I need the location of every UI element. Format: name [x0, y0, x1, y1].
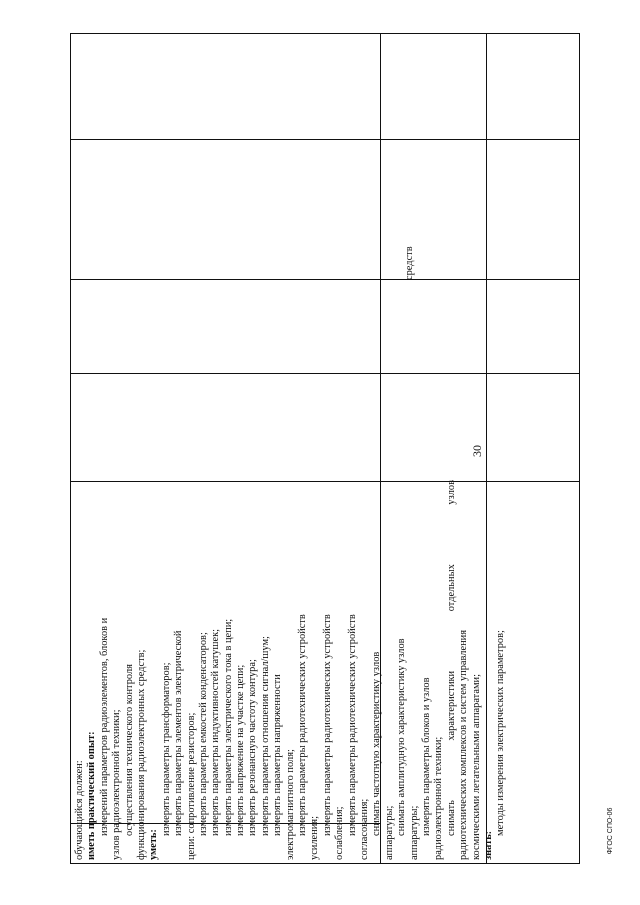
- text-line: функционирования радиоэлектронных средств;: [135, 649, 147, 860]
- text-line: осуществления технического контроля: [123, 664, 135, 836]
- text-line: уметь:: [148, 829, 160, 860]
- text-line: измерять параметры электрического тока в цепи;: [222, 618, 234, 836]
- table-border-bottom: [70, 863, 580, 864]
- text-line: аппаратуры;: [408, 805, 420, 860]
- text-line: ослабления;: [334, 806, 346, 860]
- text-word: узлов: [445, 480, 457, 505]
- text-line: методы измерения электрических параметров;: [495, 630, 507, 836]
- document-footer-code: ФГОС СПО-06: [607, 807, 614, 855]
- text-line: снимать частотную характеристику узлов: [371, 651, 383, 836]
- text-line: усиления;: [309, 816, 321, 860]
- text-line: измерять параметры трансформаторов;: [160, 662, 172, 836]
- text-line: цепи: сопротивление резисторов;: [185, 712, 197, 860]
- text-line: аппаратуры;: [383, 805, 395, 860]
- text-line: измерять параметры блоков и узлов: [420, 677, 432, 836]
- requirements-text-block: [74, 480, 588, 860]
- table-row-divider: [70, 373, 580, 374]
- text-line: обучающийся должен:: [74, 760, 85, 860]
- text-line: измерять параметры элементов электрической: [173, 630, 185, 836]
- text-line: измерять резонансную частоту контура;: [247, 659, 259, 836]
- text-line: снимать амплитудную характеристику узлов: [396, 638, 408, 836]
- table-border-top: [70, 33, 580, 34]
- text-word: характеристики: [445, 670, 457, 741]
- text-line: измерять параметры радиотехнических устройств: [321, 614, 333, 836]
- text-line: измерять параметры емкостей конденсаторов;: [197, 632, 209, 836]
- text-line: радиотехнических комплексов и систем управления: [458, 629, 470, 860]
- text-line: знать:: [482, 830, 494, 860]
- table-row-divider: [70, 279, 580, 280]
- table-row-divider: [70, 139, 580, 140]
- text-line: измерять напряжение на участке цепи;: [235, 664, 247, 836]
- text-line: космическими летательными аппаратами;: [470, 674, 482, 860]
- text-line: иметь практический опыт:: [86, 731, 98, 860]
- table-border-left: [70, 33, 71, 864]
- table-cell-text: средств: [404, 246, 415, 280]
- text-word: отдельных: [445, 564, 457, 612]
- text-line: измерять параметры напряженности: [272, 674, 284, 836]
- text-line: [446, 480, 458, 860]
- text-word: снимать: [445, 800, 457, 836]
- text-line: узлов радиоэлектронной техники;: [111, 709, 123, 860]
- text-line: измерять параметры радиотехнических устройств: [346, 614, 358, 836]
- text-line: электромагнитного поля;: [284, 749, 296, 860]
- text-line: измерять параметры радиотехнических устройств: [297, 614, 309, 836]
- page-number: 30: [470, 445, 484, 457]
- text-line: измерять параметры индуктивностей катушек;: [210, 628, 222, 836]
- text-line: измерений параметров радиоэлементов, блоков и: [98, 617, 110, 836]
- text-line: измерять параметры отношения сигнал/шум;: [259, 636, 271, 836]
- text-line: согласования;: [358, 798, 370, 860]
- text-line: радиоэлектронной техники;: [433, 736, 445, 860]
